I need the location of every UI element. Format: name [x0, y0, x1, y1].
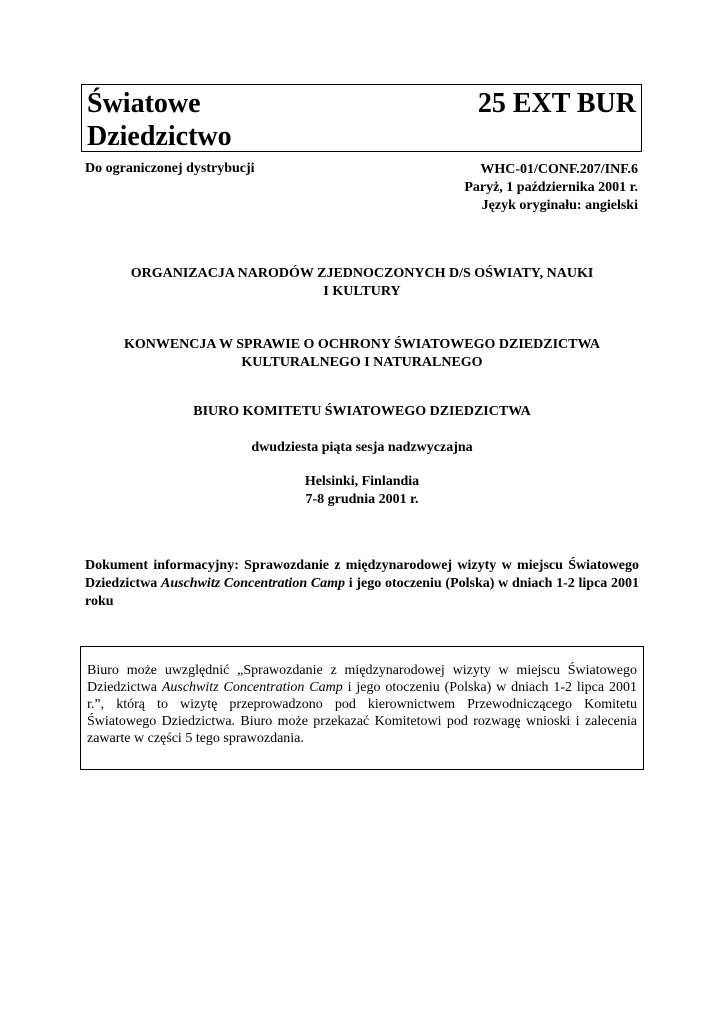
- original-language: Język oryginału: angielski: [481, 198, 638, 213]
- document-info-title: [85, 557, 639, 611]
- summary-text-2: i jego otoczeniu (Polska) w dniach 1-2 lipca 2001 r.”, którą to wizytę przeprowadzono pod kierownictwem Przewodniczącego Komitetu Światowego Dziedzictwa. Biuro może przekazać Komitetowi pod rozwagę wnioski i zalecenia zawarte w części 5 tego sprawozdania.: [87, 680, 637, 746]
- venue-place: Helsinki, Finlandia: [304, 474, 420, 489]
- bureau-heading: BIURO KOMITETU ŚWIATOWEGO DZIEDZICTWA: [193, 404, 531, 419]
- doc-number: WHC-01/CONF.207/INF.6: [480, 162, 638, 177]
- title-line-2: Dziedzictwo: [87, 121, 232, 152]
- venue-heading: [85, 473, 639, 509]
- title-line-1: Światowe: [87, 88, 201, 119]
- document-meta: [464, 161, 638, 215]
- doc-info-italic: Auschwitz Concentration Camp: [161, 576, 346, 591]
- header-box: [81, 84, 642, 152]
- organization-line-1: ORGANIZACJA NARODÓW ZJEDNOCZONYCH D/S OŚWIATY, NAUKI: [130, 266, 594, 281]
- summary-italic: Auschwitz Concentration Camp: [161, 680, 343, 695]
- document-code: 25 EXT BUR: [477, 88, 636, 119]
- organization-heading: [85, 265, 639, 301]
- doc-info-text-2: i jego otoczeniu (Polska) w dniach 1-2 lipca 2001 roku: [85, 576, 639, 609]
- doc-info-text-1: Dokument informacyjny: Sprawozdanie z międzynarodowej wizyty w miejscu Światowego Dziedzictwa: [85, 558, 639, 591]
- convention-heading: [85, 336, 639, 372]
- summary-box: [80, 646, 644, 770]
- place-date: Paryż, 1 października 2001 r.: [464, 180, 638, 195]
- organization-line-2: I KULTURY: [323, 284, 401, 299]
- convention-line-1: KONWENCJA W SPRAWIE O OCHRONY ŚWIATOWEGO DZIEDZICTWA: [123, 337, 601, 352]
- distribution-note: Do ograniczonej dystrybucji: [85, 161, 255, 176]
- summary-text-1: Biuro może uwzględnić „Sprawozdanie z międzynarodowej wizyty w miejscu Światowego Dziedzictwa: [87, 663, 637, 695]
- session-heading: dwudziesta piąta sesja nadzwyczajna: [251, 440, 473, 455]
- venue-dates: 7-8 grudnia 2001 r.: [305, 492, 419, 507]
- convention-line-2: KULTURALNEGO I NATURALNEGO: [241, 355, 483, 370]
- document-title: [87, 87, 232, 153]
